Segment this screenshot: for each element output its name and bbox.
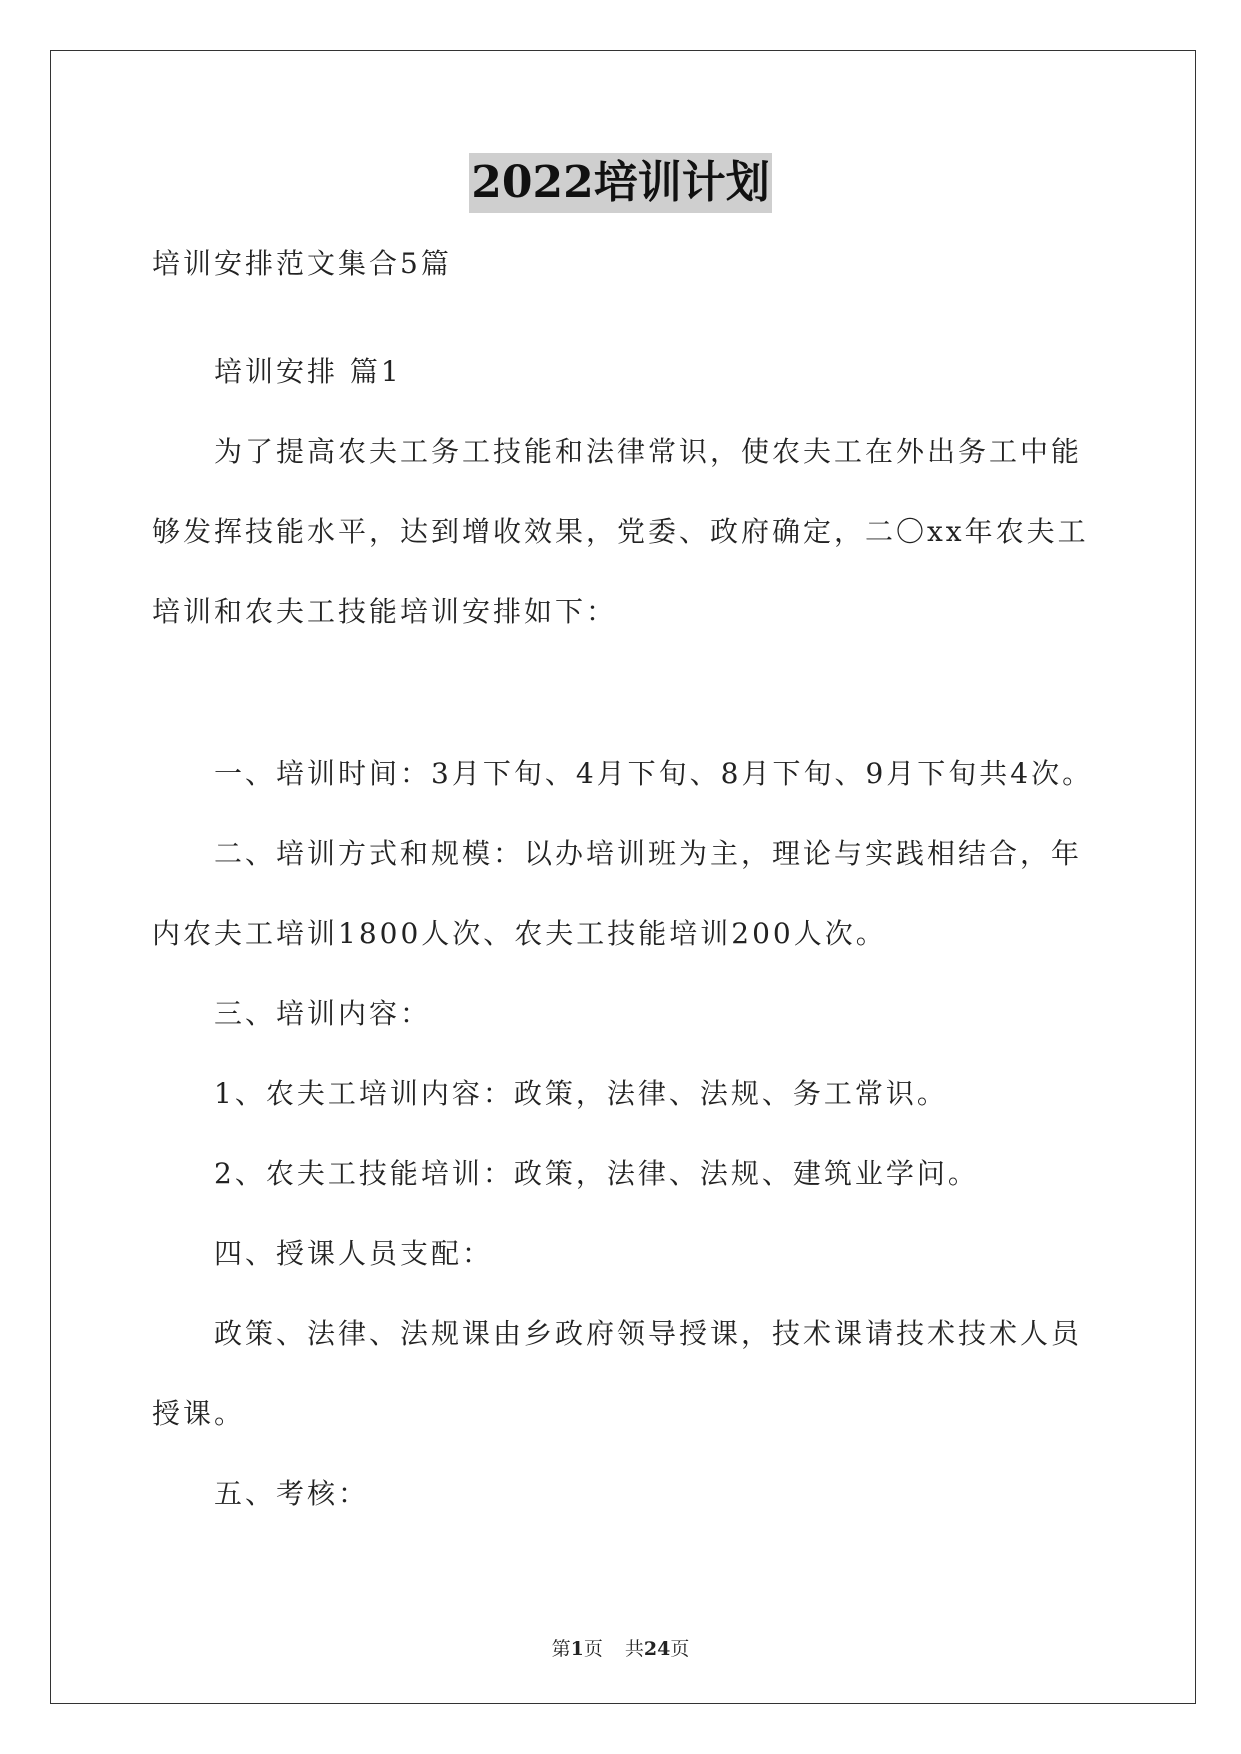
document-title: 2022培训计划 bbox=[469, 153, 771, 213]
paragraph-line: 内农夫工培训1800人次、农夫工技能培训200人次。 bbox=[152, 917, 887, 950]
page-footer bbox=[0, 1637, 1241, 1661]
paragraph-line: 培训和农夫工技能培训安排如下： bbox=[152, 595, 618, 628]
document-subtitle: 培训安排范文集合5篇 bbox=[152, 247, 452, 280]
page-prefix: 第 bbox=[551, 1638, 571, 1660]
page-border bbox=[50, 50, 1196, 1704]
paragraph-line: 够发挥技能水平，达到增收效果，党委、政府确定，二〇xx年农夫工 bbox=[152, 515, 1089, 548]
total-label: 页 bbox=[670, 1638, 690, 1660]
paragraph-line: 五、考核： bbox=[214, 1477, 370, 1510]
paragraph-line: 二、培训方式和规模：以办培训班为主，理论与实践相结合，年 bbox=[214, 837, 1083, 870]
paragraph-line: 1、农夫工培训内容：政策，法律、法规、务工常识。 bbox=[214, 1077, 948, 1110]
title-container bbox=[0, 153, 1241, 213]
paragraph-line: 为了提高农夫工务工技能和法律常识，使农夫工在外出务工中能 bbox=[214, 435, 1083, 468]
paragraph-line: 政策、法律、法规课由乡政府领导授课，技术课请技术技术人员 bbox=[214, 1317, 1083, 1350]
paragraph-line: 四、授课人员支配： bbox=[214, 1237, 494, 1270]
paragraph-line: 三、培训内容： bbox=[214, 997, 432, 1030]
section-heading: 培训安排 篇1 bbox=[214, 355, 402, 388]
page-label: 页 bbox=[583, 1638, 603, 1660]
paragraph-line: 一、培训时间：3月下旬、4月下旬、8月下旬、9月下旬共4次。 bbox=[214, 757, 1094, 790]
paragraph-line: 2、农夫工技能培训：政策，法律、法规、建筑业学问。 bbox=[214, 1157, 979, 1190]
page-number: 1 bbox=[570, 1638, 584, 1660]
total-prefix: 共 bbox=[624, 1638, 644, 1660]
page-total: 24 bbox=[643, 1638, 671, 1660]
paragraph-line: 授课。 bbox=[152, 1397, 246, 1430]
